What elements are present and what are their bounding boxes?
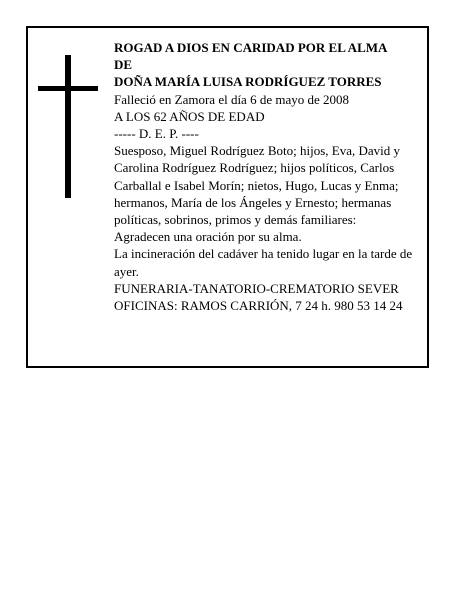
thanks-line: Agradecen una oración por su alma.: [114, 229, 302, 245]
cross-icon: [38, 55, 98, 198]
death-info: Falleció en Zamora el día 6 de mayo de 2008: [114, 91, 350, 107]
notice-text: [114, 39, 426, 314]
obituary-notice: [26, 26, 429, 368]
deceased-name: DOÑA MARÍA LUISA RODRÍGUEZ TORRES: [114, 74, 382, 90]
cremation-line: La incineración del cadáver ha tenido lugar en la tarde de ayer.: [114, 246, 413, 279]
notice-heading-line2: DE: [114, 57, 133, 73]
family-list: Suesposo, Miguel Rodríguez Boto; hijos, Eva, David y Carolina Rodríguez Rodríguez; hijos políticos, Carlos Carballal e Isabel Morín; nietos, Hugo, Lucas y Enma; hermanos, María de los Ángeles y Ernesto; hermanas políticas, sobrinos, primos y demás familiares:: [114, 143, 400, 228]
dep-line: ----- D. E. P. ----: [114, 126, 199, 142]
age-line: A LOS 62 AÑOS DE EDAD: [114, 108, 265, 124]
notice-heading-line1: ROGAD A DIOS EN CARIDAD POR EL ALMA: [114, 40, 388, 55]
cross-vertical-bar: [65, 55, 71, 198]
offices-line: OFICINAS: RAMOS CARRIÓN, 7 24 h. 980 53 14 24: [114, 298, 403, 314]
funeral-home: FUNERARIA-TANATORIO-CREMATORIO SEVER: [114, 280, 399, 296]
cross-horizontal-bar: [38, 86, 98, 91]
